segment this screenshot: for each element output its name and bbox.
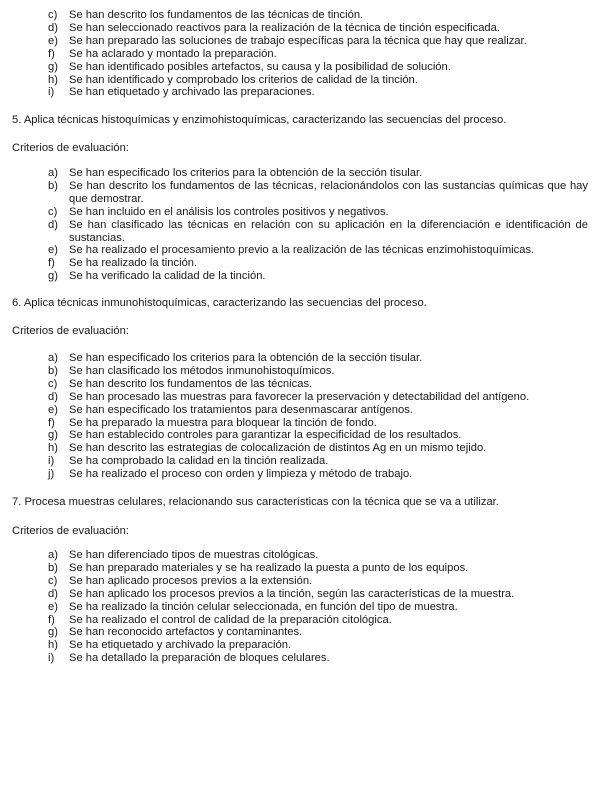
item-text: Se han especificado los criterios para la obtención de la sección tisular. xyxy=(69,167,423,179)
section-7-heading: 7. Procesa muestras celulares, relacionando sus características con la técnica que se va a utilizar. xyxy=(12,496,499,508)
item-text: Se han aplicado procesos previos a la extensión. xyxy=(69,574,313,587)
item-marker: g) xyxy=(48,60,58,73)
item-marker: a) xyxy=(48,549,58,561)
item-marker: d) xyxy=(48,218,58,231)
item-text: Se han preparado las soluciones de trabajo específicas para la técnica que hay que realizar. xyxy=(69,34,527,47)
item-marker: c) xyxy=(48,377,58,390)
criteria-item xyxy=(48,391,588,404)
item-text: Se han diferenciado tipos de muestras citológicas. xyxy=(69,549,319,561)
item-marker: i) xyxy=(48,455,55,468)
section-5-heading: 5. Aplica técnicas histoquímicas y enzimohistoquímicas, caracterizando las secuencias del proceso. xyxy=(12,114,507,126)
criteria-item xyxy=(48,86,588,99)
item-marker: e) xyxy=(48,403,58,416)
criteria-item xyxy=(48,22,588,35)
item-text: Se han descrito los fundamentos de las técnicas, relacionándolos con las sustancias químicas que hay que demostrar. xyxy=(69,179,588,205)
criteria-item xyxy=(48,352,588,365)
item-text: Se ha preparado la muestra para bloquear la tinción de fondo. xyxy=(69,416,377,429)
criteria-item xyxy=(48,639,588,652)
item-marker: b) xyxy=(48,179,58,192)
item-text: Se han especificado los tratamientos para desenmascarar antígenos. xyxy=(69,403,413,416)
criteria-item xyxy=(48,575,588,588)
item-text: Se han establecido controles para garantizar la especificidad de los resultados. xyxy=(69,429,462,442)
item-marker: h) xyxy=(48,73,58,86)
item-marker: i) xyxy=(48,86,55,99)
criteria-item xyxy=(48,626,588,639)
criteria-item xyxy=(48,429,588,442)
section-6-heading: 6. Aplica técnicas inmunohistoquímicas, caracterizando las secuencias del proceso. xyxy=(12,297,427,309)
item-text: Se han etiquetado y archivado las preparaciones. xyxy=(69,86,315,99)
criteria-item xyxy=(48,378,588,391)
criteria-item xyxy=(48,257,588,270)
item-marker: j) xyxy=(48,468,55,481)
criteria-item xyxy=(48,270,588,283)
item-marker: f) xyxy=(48,257,55,270)
criteria-item xyxy=(48,417,588,430)
item-marker: d) xyxy=(48,587,58,600)
item-text: Se ha realizado el procesamiento previo a la realización de las técnicas enzimohistoquímicas. xyxy=(69,244,535,257)
item-marker: d) xyxy=(48,390,58,403)
item-marker: c) xyxy=(48,574,58,587)
item-marker: c) xyxy=(48,9,58,21)
criteria-item xyxy=(48,614,588,627)
criteria-item xyxy=(48,442,588,455)
criteria-item xyxy=(48,601,588,614)
item-marker: f) xyxy=(48,416,55,429)
item-marker: g) xyxy=(48,626,58,639)
item-text: Se ha detallado la preparación de bloques celulares. xyxy=(69,652,330,665)
item-marker: g) xyxy=(48,270,58,283)
item-marker: g) xyxy=(48,429,58,442)
item-marker: e) xyxy=(48,244,58,257)
criteria-list-section-6 xyxy=(48,352,588,481)
criteria-item xyxy=(48,468,588,481)
criteria-item xyxy=(48,206,588,219)
item-marker: h) xyxy=(48,442,58,455)
section-7-criteria-label: Criterios de evaluación: xyxy=(12,525,129,537)
item-text: Se han identificado posibles artefactos, su causa y la posibilidad de solución. xyxy=(69,60,451,73)
item-text: Se han reconocido artefactos y contaminantes. xyxy=(69,626,303,639)
item-text: Se ha comprobado la calidad en la tinción realizada. xyxy=(69,455,329,468)
item-text: Se ha verificado la calidad de la tinción. xyxy=(69,270,266,283)
item-text: Se han clasificado los métodos inmunohistoquímicos. xyxy=(69,364,335,377)
criteria-item xyxy=(48,35,588,48)
item-text: Se han aplicado los procesos previos a la tinción, según las características de la muestra. xyxy=(69,587,515,600)
criteria-item xyxy=(48,549,588,562)
item-text: Se han preparado materiales y se ha realizado la puesta a punto de los equipos. xyxy=(69,561,469,574)
item-text: Se han incluido en el análisis los controles positivos y negativos. xyxy=(69,205,389,218)
criteria-item xyxy=(48,562,588,575)
item-marker: b) xyxy=(48,364,58,377)
criteria-item xyxy=(48,180,588,206)
item-marker: b) xyxy=(48,561,58,574)
item-text: Se han descrito las estrategias de colocalización de distintos Ag en un mismo tejido. xyxy=(69,442,487,455)
section-6-criteria-label: Criterios de evaluación: xyxy=(12,325,129,337)
item-text: Se ha realizado la tinción celular seleccionada, en función del tipo de muestra. xyxy=(69,600,458,613)
item-marker: a) xyxy=(48,352,58,364)
criteria-item xyxy=(48,365,588,378)
item-text: Se han identificado y comprobado los criterios de calidad de la tinción. xyxy=(69,73,418,86)
item-text: Se ha realizado la tinción. xyxy=(69,257,198,270)
item-text: Se ha etiquetado y archivado la preparación. xyxy=(69,639,292,652)
criteria-item xyxy=(48,61,588,74)
item-text: Se ha realizado el control de calidad de la preparación citológica. xyxy=(69,613,392,626)
criteria-item xyxy=(48,455,588,468)
criteria-item xyxy=(48,9,588,22)
criteria-item xyxy=(48,48,588,61)
criteria-item xyxy=(48,219,588,245)
item-text: Se han procesado las muestras para favorecer la preservación y detectabilidad del antígeno. xyxy=(69,390,530,403)
item-text: Se han clasificado las técnicas en relación con su aplicación en la diferenciación e identificación de sustancias. xyxy=(69,218,588,244)
item-text: Se han descrito los fundamentos de las técnicas de tinción. xyxy=(69,9,364,21)
item-text: Se ha aclarado y montado la preparación. xyxy=(69,47,277,60)
criteria-item xyxy=(48,74,588,87)
criteria-list-section-4 xyxy=(48,9,588,99)
item-marker: h) xyxy=(48,639,58,652)
item-marker: d) xyxy=(48,21,58,34)
item-marker: e) xyxy=(48,34,58,47)
item-text: Se han seleccionado reactivos para la realización de la técnica de tinción especificada. xyxy=(69,21,500,34)
criteria-item xyxy=(48,244,588,257)
criteria-item xyxy=(48,404,588,417)
item-marker: a) xyxy=(48,167,58,179)
item-marker: f) xyxy=(48,613,55,626)
item-marker: c) xyxy=(48,205,58,218)
item-text: Se ha realizado el proceso con orden y limpieza y método de trabajo. xyxy=(69,468,413,481)
item-text: Se han especificado los criterios para la obtención de la sección tisular. xyxy=(69,352,423,364)
criteria-item xyxy=(48,652,588,665)
section-5-criteria-label: Criterios de evaluación: xyxy=(12,142,129,154)
item-marker: e) xyxy=(48,600,58,613)
item-text: Se han descrito los fundamentos de las técnicas. xyxy=(69,377,313,390)
item-marker: i) xyxy=(48,652,55,665)
item-marker: f) xyxy=(48,47,55,60)
criteria-item xyxy=(48,588,588,601)
criteria-list-section-5 xyxy=(48,167,588,283)
criteria-item xyxy=(48,167,588,180)
criteria-list-section-7 xyxy=(48,549,588,665)
